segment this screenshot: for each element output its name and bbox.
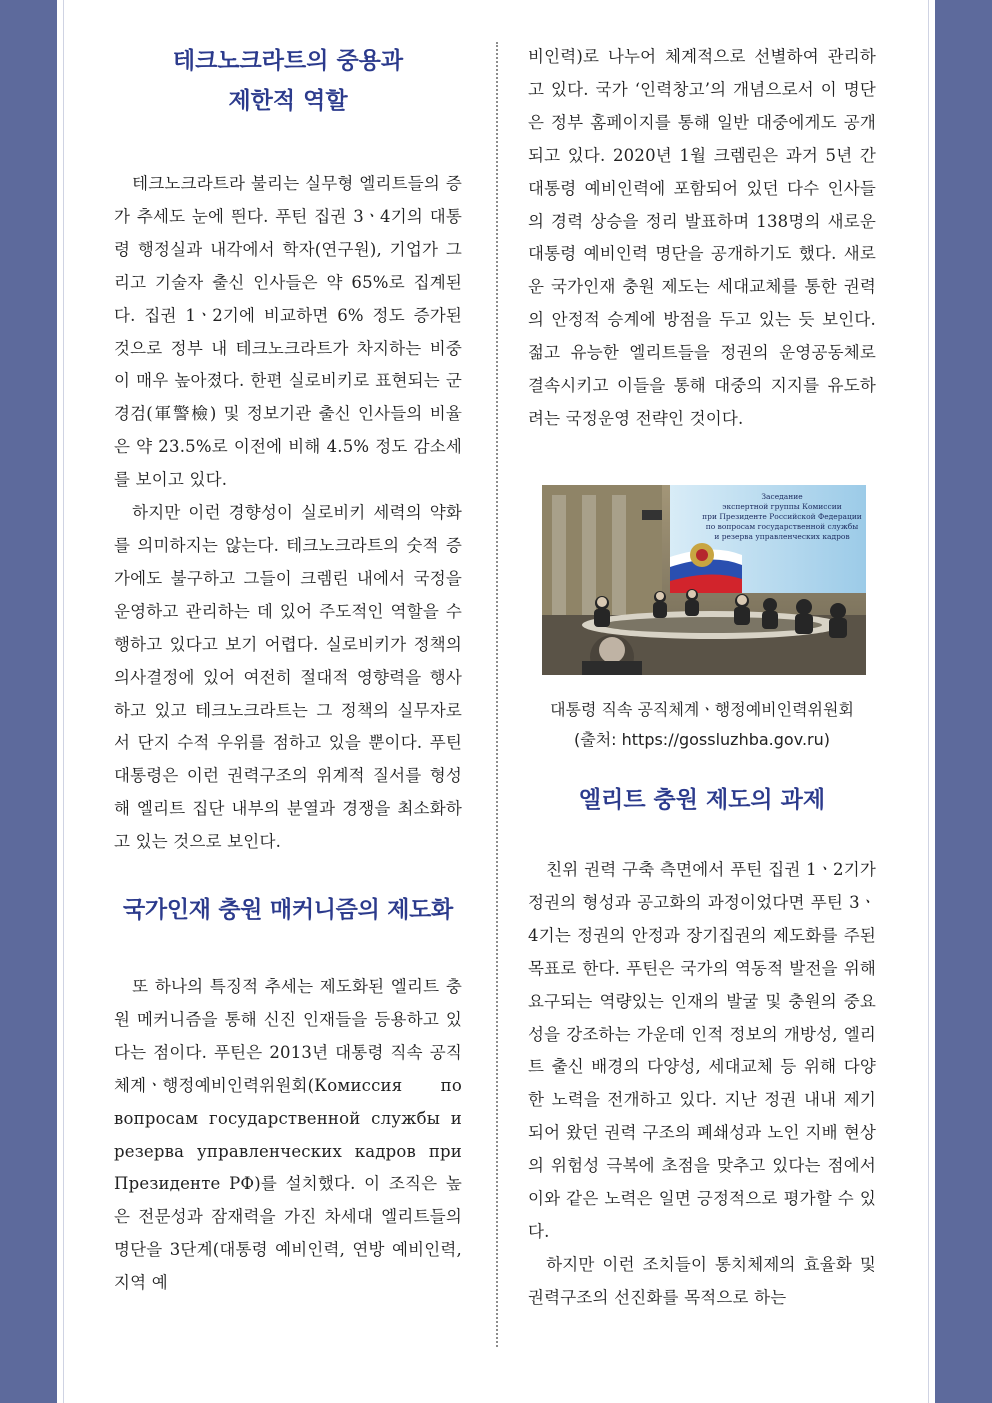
column-divider [496, 42, 498, 1347]
paragraph: 친위 권력 구축 측면에서 푸틴 집권 1ㆍ2기가 정권의 형성과 공고화의 과정이었다면 푸틴 3ㆍ4기는 정권의 안정과 장기집권의 제도화를 주된 목표로 한다. 푸틴은 국가의 역동적 발전을 위해 요구되는 역량있는 인재의 발굴 및 충원의 중요성을 강조하는 가운데 인적 정보의 개방성, 엘리트 출신 배경의 다양성, 세대교체 등 위해 다양한 노력을 전개하고 있다. 지난 정권 내내 제기되어 왔던 권력 구조의 폐쇄성과 노인 지배 현상의 위험성 극복에 초점을 맞추고 있다는 점에서 이와 같은 노력은 일면 긍정적으로 평가할 수 있다. [528, 860, 876, 1241]
left-margin-line [63, 0, 64, 1403]
right-column [528, 0, 876, 436]
caption-source: (출처: https://gossluzhba.gov.ru) [574, 730, 830, 749]
banner-text: экспертной группы Комиссии [722, 502, 842, 511]
section-heading-challenges: 엘리트 충원 제도의 과제 [578, 787, 826, 813]
right-margin-bar [935, 0, 992, 1403]
banner-text: по вопросам государственной службы [705, 522, 859, 531]
right-column-lower [528, 780, 876, 1315]
heading-line-1: 테크노크라트의 중용과 [172, 48, 404, 74]
meeting-photo [542, 485, 866, 675]
left-column [114, 0, 462, 1300]
paragraph: 테크노크라트라 불리는 실무형 엘리트들의 증가 추세도 눈에 띈다. 푸틴 집권 3ㆍ4기의 대통령 행정실과 내각에서 학자(연구원), 기업가 그리고 기술자 출신 인사들은 약 65%로 집계된다. 집권 1ㆍ2기에 비교하면 6% 정도 증가된 것으로 정부 내 테크노크라트가 차지하는 비중이 매우 높아졌다. 한편 실로비키로 표현되는 군경검(軍警檢) 및 정보기관 출신 인사들의 비율은 약 23.5%로 이전에 비해 4.5% 정도 감소세를 보이고 있다. [114, 174, 462, 490]
banner-text: при Президенте Российской Федерации [702, 512, 862, 521]
section-heading-recruitment: 국가인재 충원 매커니즘의 제도화 [123, 897, 453, 924]
photo-caption [528, 695, 876, 755]
section-heading-technocrats [114, 41, 462, 121]
banner-text: Заседание [761, 492, 803, 501]
right-margin-line [928, 0, 929, 1403]
paragraph: 비인력)로 나누어 체계적으로 선별하여 관리하고 있다. 국가 ‘인력창고’의 개념으로서 이 명단은 정부 홈페이지를 통해 일반 대중에게도 공개되고 있다. 2020년 1월 크렘린은 과거 5년 간 대통령 예비인력에 포함되어 있던 다수 인사들의 경력 상승을 정리 발표하며 138명의 새로운 대통령 예비인력 명단을 공개하기도 했다. 새로운 국가인재 충원 제도는 세대교체를 통한 권력의 안정적 승계에 방점을 두고 있는 듯 보인다. 젊고 유능한 엘리트들을 정권의 운영공동체로 결속시키고 이들을 통해 대중의 지지를 유도하려는 국정운영 전략인 것이다. [528, 47, 876, 428]
left-margin-bar [0, 0, 57, 1403]
caption-line: 대통령 직속 공직체계ㆍ행정예비인력위원회 [550, 700, 854, 719]
paragraph: 또 하나의 특징적 추세는 제도화된 엘리트 충원 메커니즘을 통해 신진 인재들을 등용하고 있다는 점이다. 푸틴은 2013년 대통령 직속 공직체계ㆍ행정예비인력위원회(Комиссия по вопросам государственной службы и резерва управленческих кадров при Президенте РФ)를 설치했다. 이 조직은 높은 전문성과 잠재력을 가진 차세대 엘리트들의 명단을 3단계(대통령 예비인력, 연방 예비인력, 지역 예 [114, 977, 462, 1293]
paragraph: 하지만 이런 조치들이 통치체제의 효율화 및 권력구조의 선진화를 목적으로 하는 [528, 1254, 876, 1307]
banner-text: и резерва управленческих кадров [714, 532, 850, 541]
heading-line-2: 제한적 역할 [228, 88, 348, 114]
paragraph: 하지만 이런 경향성이 실로비키 세력의 약화를 의미하지는 않는다. 테크노크라트의 숫적 증가에도 불구하고 그들이 크렘린 내에서 국정을 운영하고 관리하는 데 있어 주도적인 역할을 수행하고 있다고 보기 어렵다. 실로비키가 정책의 의사결정에 있어 여전히 절대적 영향력을 행사하고 있고 테크노크라트는 그 정책의 실무자로서 단지 수적 우위를 점하고 있을 뿐이다. 푸틴 대통령은 이런 권력구조의 위계적 질서를 형성해 엘리트 집단 내부의 분열과 경쟁을 최소화하고 있는 것으로 보인다. [114, 503, 462, 852]
